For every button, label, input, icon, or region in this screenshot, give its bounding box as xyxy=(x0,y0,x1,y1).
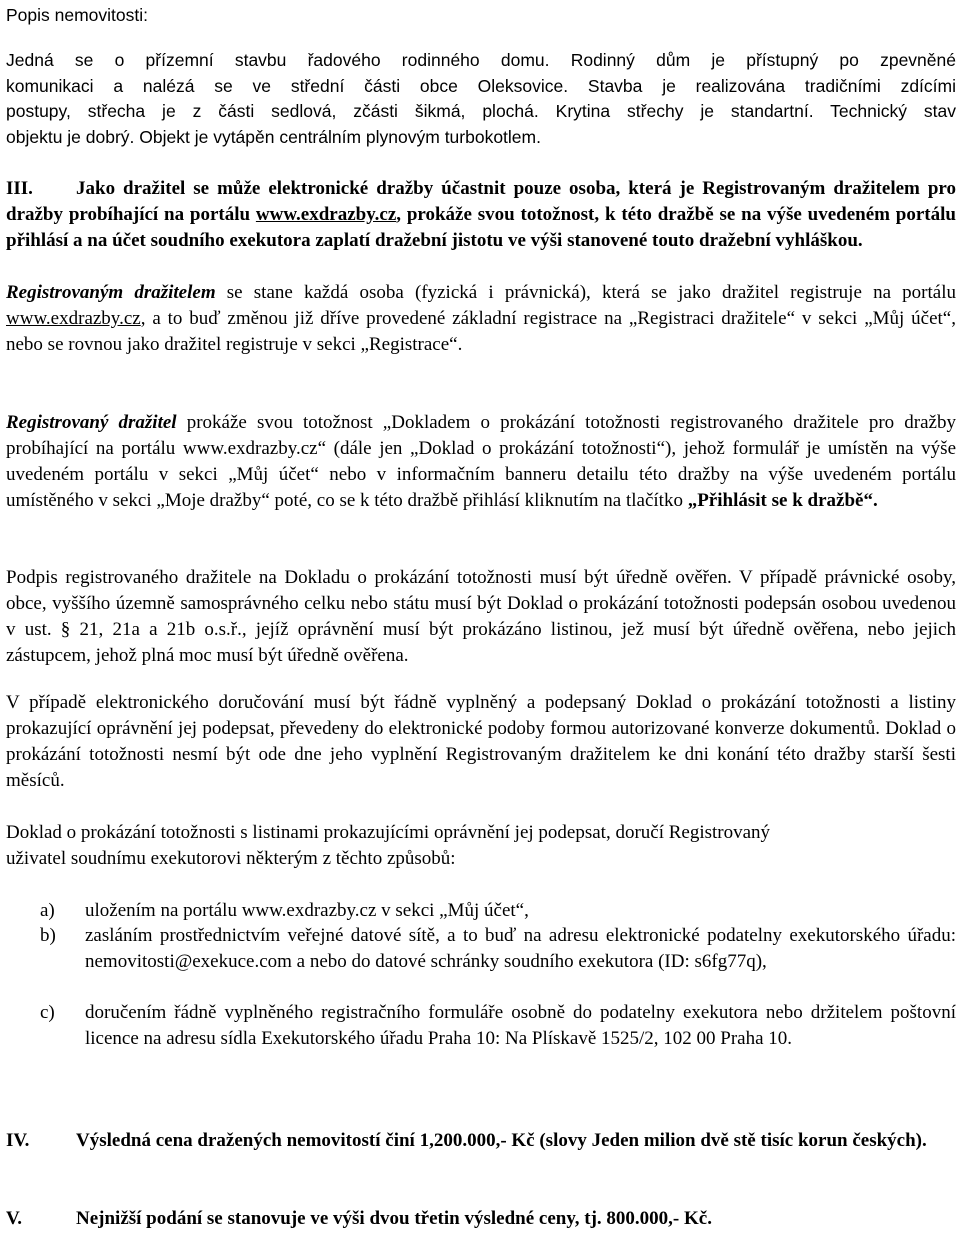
term-registered-bidder: Registrovaným dražitelem xyxy=(6,282,216,303)
paragraph-text: se stane každá osoba (fyzická i právnická), která se jako dražitel registruje na portálu xyxy=(215,282,956,303)
section-number: IV. xyxy=(6,1130,30,1151)
section-text: Nejnižší podání se stanovuje ve výši dvou třetin výsledné ceny, tj. 800.000,- Kč. xyxy=(76,1208,712,1229)
option-text: zasláním prostřednictvím veřejné datové sítě, a to buď na adresu elektronické podatelny exekutorského úřadu: nemovitosti@exekuce.com a nebo do datové schránky soudního exekutora (ID: s6fg77q), xyxy=(85,925,956,972)
option-label: a) xyxy=(40,900,55,921)
delivery-option-a xyxy=(40,898,956,924)
paragraph-text: prokáže svou totožnost „Dokladem o prokázání totožnosti registrovaného dražitele pro dražby probíhající na portálu www.exdrazby.cz“ (dále jen „Doklad o prokázání totožnosti“), jehož formulář je umístěn na výše uvedeném portálu v sekci „Můj účet“ nebo v informačním banneru detailu této dražby na výše uvedeném portálu umístěného v sekci „Moje dražby“ poté, co se k této dražbě přihlásí kliknutím na tlačítko xyxy=(6,412,956,511)
registered-bidder-paragraph xyxy=(6,280,956,358)
section-iii xyxy=(6,176,956,254)
paragraph-text: . xyxy=(872,490,878,511)
electronic-delivery-paragraph: V případě elektronického doručování musí být řádně vyplněný a podepsaný Doklad o prokázání totožnosti a listiny prokazující oprávnění jej podepsat, převedeny do elektronické podoby formou autorizované konverze dokumentů. Doklad o prokázání totožnosti nesmí být ode dne jeho vyplnění Registrovaným dražitelem ke dni konání této dražby starší šesti měsíců. xyxy=(6,692,956,791)
option-label: b) xyxy=(40,925,56,946)
delivery-option-c xyxy=(40,1000,956,1052)
paragraph-text: , a to buď změnou již dříve provedené základní registrace na „Registraci dražitele“ v sekci „Můj účet“, nebo se rovnou jako dražitel registruje v sekci „Registrace“. xyxy=(6,308,956,355)
section-text: Jako dražitel se může elektronické dražby účastnit pouze osoba, která je Registrovaným dražitelem pro dražby probíhající na portálu xyxy=(6,178,956,225)
delivery-intro-line: uživatel soudnímu exekutorovi některým z těchto způsobů: xyxy=(6,848,456,869)
join-auction-button-label: „Přihlásit se k dražbě“ xyxy=(687,490,873,511)
portal-link[interactable]: www.exdrazby.cz xyxy=(6,308,141,329)
section-iv xyxy=(6,1128,956,1154)
description-line: postupy, střecha je z části sedlová, zčásti šikmá, plochá. Krytina střechy je standartní. Technický stav xyxy=(6,101,956,122)
description-line: Jedná se o přízemní stavbu řadového rodinného domu. Rodinný dům je přístupný po zpevněné xyxy=(6,50,956,70)
option-text: doručením řádně vyplněného registračního formuláře osobně do podatelny exekutora nebo držitelem poštovní licence na adresu sídla Exekutorského úřadu Praha 10: Na Plískavě 1525/2, 102 00 Praha 10. xyxy=(85,1002,956,1049)
delivery-option-b xyxy=(40,923,956,975)
option-text: uložením na portálu www.exdrazby.cz v sekci „Můj účet“, xyxy=(85,900,529,921)
signature-paragraph: Podpis registrovaného dražitele na Dokladu o prokázání totožnosti musí být úředně ověřen. V případě právnické osoby, obce, vyššího územně samosprávného celku nebo státu musí být Doklad o prokázání totožnosti podepsán osobou uvedenou v ust. § 21, 21a a 21b o.s.ř., jejíž oprávnění musí být prokázáno listinou, jež musí být úředně ověřena, nebo jejich zástupcem, jehož plná moc musí být úředně ověřena. xyxy=(6,567,956,666)
option-label: c) xyxy=(40,1002,55,1023)
section-v xyxy=(6,1206,956,1232)
description-line: komunikaci a nalézá se ve střední části obce Oleksovice. Stavba je realizována tradičními zdícími xyxy=(6,75,956,96)
description-line: objektu je dobrý. Objekt je vytápěn centrálním plynovým turbokotlem. xyxy=(6,126,541,147)
section-number: V. xyxy=(6,1208,23,1229)
section-heading: Popis nemovitosti: xyxy=(6,5,149,25)
term-registered-bidder: Registrovaný dražitel xyxy=(6,412,177,433)
delivery-intro-line: Doklad o prokázání totožnosti s listinami prokazujícími oprávnění jej podepsat, doručí Registrovaný xyxy=(6,822,771,843)
section-number: III. xyxy=(6,178,33,199)
portal-link[interactable]: www.exdrazby.cz xyxy=(255,204,397,225)
property-description xyxy=(6,48,956,150)
identity-proof-paragraph xyxy=(6,410,956,514)
delivery-intro xyxy=(6,820,956,872)
section-text: Výsledná cena dražených nemovitostí činí 1,200.000,- Kč (slovy Jeden milion dvě stě tisíc korun českých). xyxy=(76,1130,927,1151)
section-text: , prokáže svou totožnost, k této dražbě se na výše uvedeném portálu přihlásí a na účet soudního exekutora zaplatí dražební jistotu ve výši stanovené touto dražební vyhláškou. xyxy=(6,204,956,251)
